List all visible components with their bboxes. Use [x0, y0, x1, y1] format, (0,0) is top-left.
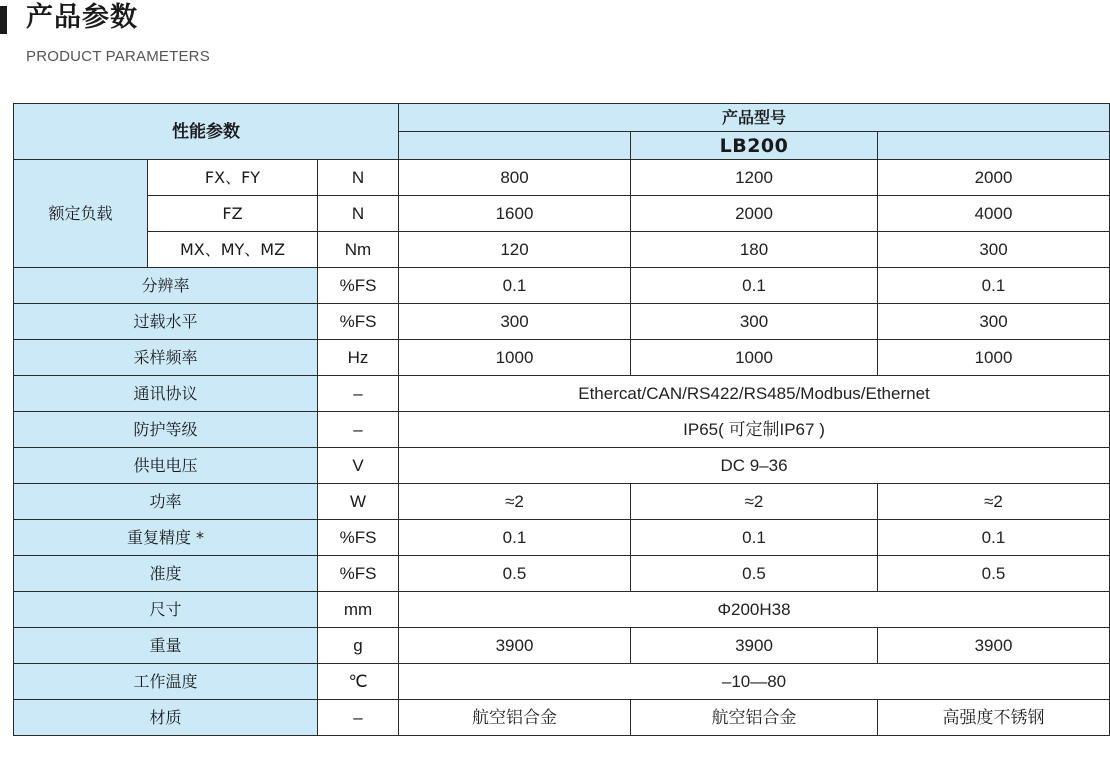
unit-cell: V [318, 448, 399, 484]
parameter-label: 功率 [14, 484, 318, 520]
value-cell: 1000 [631, 340, 878, 376]
value-cell: 4000 [878, 196, 1110, 232]
value-cell: 2000 [878, 160, 1110, 196]
parameter-label: 准度 [14, 556, 318, 592]
rated-load-sub-label: FX、FY [148, 160, 318, 196]
table-row [14, 304, 1110, 340]
table-row [14, 232, 1110, 268]
spanned-value-cell: IP65( 可定制IP67 ) [399, 412, 1110, 448]
unit-cell: – [318, 700, 399, 736]
spanned-value-cell: DC 9–36 [399, 448, 1110, 484]
value-cell: 2000 [631, 196, 878, 232]
page-title: 产品参数 [26, 2, 138, 33]
parameter-label: 过载水平 [14, 304, 318, 340]
unit-cell: %FS [318, 520, 399, 556]
spanned-value-cell: Ethercat/CAN/RS422/RS485/Modbus/Ethernet [399, 376, 1110, 412]
rated-load-sub-label: FZ [148, 196, 318, 232]
spanned-value-cell: –10—80 [399, 664, 1110, 700]
table-row [14, 484, 1110, 520]
table-body [14, 104, 1110, 736]
model-name-cell [399, 132, 631, 160]
performance-header-cell: 性能参数 [14, 104, 399, 160]
value-cell: ≈2 [878, 484, 1110, 520]
value-cell: 3900 [399, 628, 631, 664]
table-row [14, 196, 1110, 232]
table-row [14, 700, 1110, 736]
table-row [14, 448, 1110, 484]
value-cell: 0.5 [878, 556, 1110, 592]
value-cell: 800 [399, 160, 631, 196]
parameter-label: 重复精度 * [14, 520, 318, 556]
unit-cell: – [318, 412, 399, 448]
value-cell: 0.1 [878, 268, 1110, 304]
parameter-label: 工作温度 [14, 664, 318, 700]
table-row [14, 160, 1110, 196]
value-cell: 1000 [878, 340, 1110, 376]
table-row [14, 412, 1110, 448]
unit-cell: W [318, 484, 399, 520]
value-cell: 航空铝合金 [631, 700, 878, 736]
model-name-cell: LB200 [631, 132, 878, 160]
parameter-label: 分辨率 [14, 268, 318, 304]
unit-cell: %FS [318, 268, 399, 304]
value-cell: 0.1 [399, 268, 631, 304]
value-cell: 300 [631, 304, 878, 340]
value-cell: 0.1 [878, 520, 1110, 556]
value-cell: 0.5 [631, 556, 878, 592]
value-cell: ≈2 [631, 484, 878, 520]
table-row [14, 664, 1110, 700]
rated-load-label: 额定负载 [14, 160, 148, 268]
unit-cell: – [318, 376, 399, 412]
table-row [14, 268, 1110, 304]
value-cell: 120 [399, 232, 631, 268]
unit-cell: Nm [318, 232, 399, 268]
title-accent-bar [0, 6, 7, 34]
table-row [14, 592, 1110, 628]
value-cell: 180 [631, 232, 878, 268]
parameter-label: 通讯协议 [14, 376, 318, 412]
parameter-label: 尺寸 [14, 592, 318, 628]
value-cell: 0.1 [631, 268, 878, 304]
unit-cell: N [318, 160, 399, 196]
value-cell: 1200 [631, 160, 878, 196]
value-cell: 300 [878, 232, 1110, 268]
model-header-cell: 产品型号 [399, 104, 1110, 132]
unit-cell: ℃ [318, 664, 399, 700]
unit-cell: %FS [318, 304, 399, 340]
value-cell: 3900 [631, 628, 878, 664]
value-cell: 300 [399, 304, 631, 340]
unit-cell: g [318, 628, 399, 664]
unit-cell: %FS [318, 556, 399, 592]
value-cell: 3900 [878, 628, 1110, 664]
page-subtitle: PRODUCT PARAMETERS [26, 48, 210, 65]
value-cell: 航空铝合金 [399, 700, 631, 736]
parameter-label: 材质 [14, 700, 318, 736]
value-cell: 1000 [399, 340, 631, 376]
value-cell: 高强度不锈钢 [878, 700, 1110, 736]
parameter-label: 供电电压 [14, 448, 318, 484]
table-header-row [14, 104, 1110, 132]
value-cell: 0.5 [399, 556, 631, 592]
rated-load-sub-label: MX、MY、MZ [148, 232, 318, 268]
value-cell: 0.1 [631, 520, 878, 556]
parameter-label: 采样频率 [14, 340, 318, 376]
spanned-value-cell: Φ200H38 [399, 592, 1110, 628]
product-parameters-table [13, 103, 1110, 736]
parameter-label: 重量 [14, 628, 318, 664]
table-row [14, 520, 1110, 556]
value-cell: 1600 [399, 196, 631, 232]
unit-cell: mm [318, 592, 399, 628]
table-row [14, 340, 1110, 376]
unit-cell: N [318, 196, 399, 232]
value-cell: ≈2 [399, 484, 631, 520]
parameter-label: 防护等级 [14, 412, 318, 448]
model-name-cell [878, 132, 1110, 160]
unit-cell: Hz [318, 340, 399, 376]
table-row [14, 628, 1110, 664]
value-cell: 0.1 [399, 520, 631, 556]
table-row [14, 376, 1110, 412]
value-cell: 300 [878, 304, 1110, 340]
table-row [14, 556, 1110, 592]
